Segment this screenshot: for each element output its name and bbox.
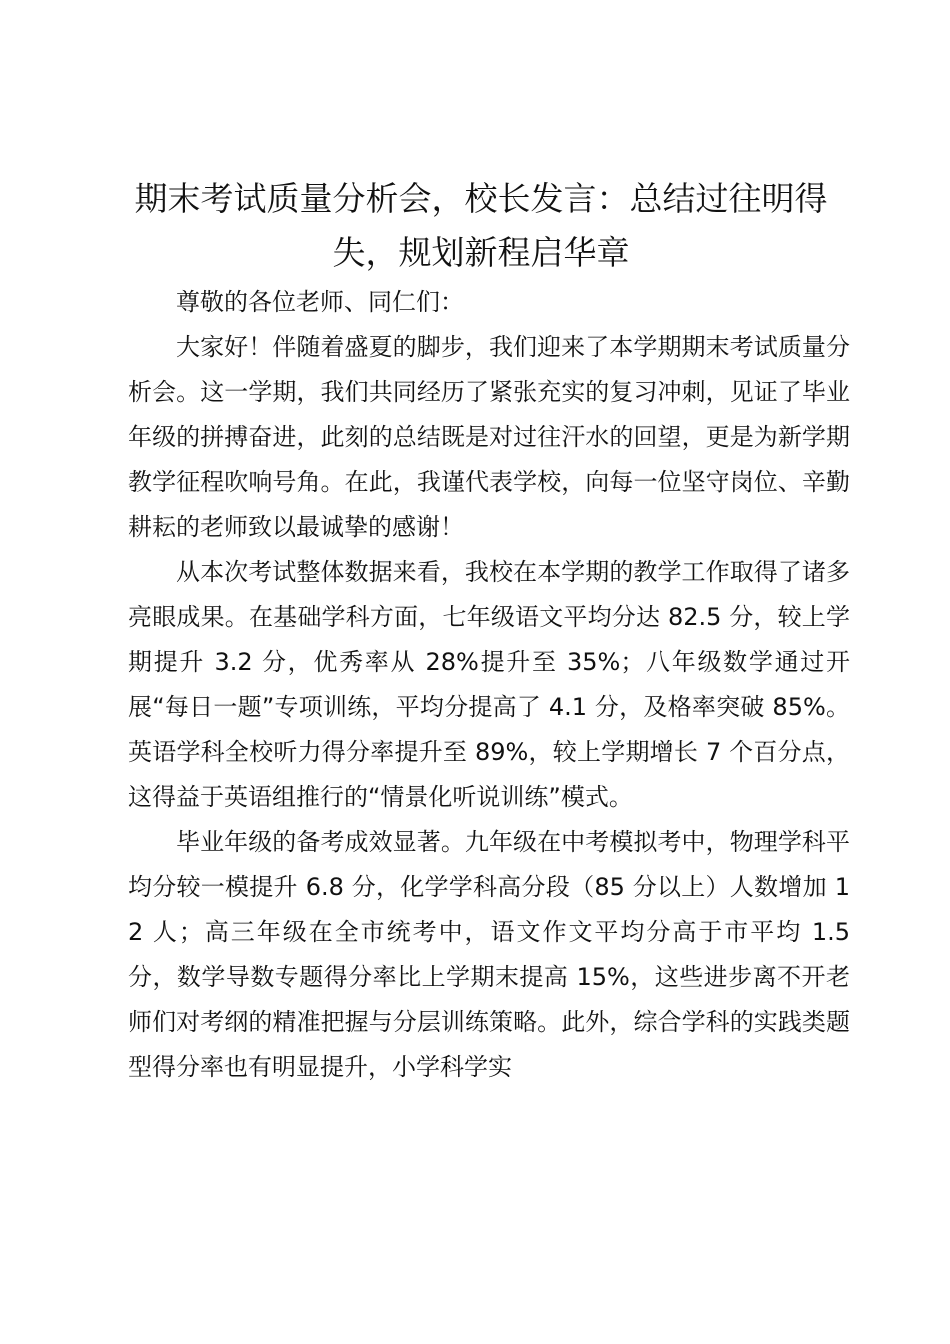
body-paragraph-1: 大家好！伴随着盛夏的脚步，我们迎来了本学期期末考试质量分析会。这一学期，我们共同经历了紧张充实的复习冲刺，见证了毕业年级的拼搏奋进，此刻的总结既是对过往汗水的回望，更是为新学期教学征程吹响号角。在此，我谨代表学校，向每一位坚守岗位、辛勤耕耘的老师致以最诚挚的感谢！ bbox=[128, 333, 850, 541]
document-body bbox=[128, 280, 850, 1090]
body-paragraph-3: 毕业年级的备考成效显著。九年级在中考模拟考中，物理学科平均分较一模提升 6.8 分，化学学科高分段（85 分以上）人数增加 12 人；高三年级在全市统考中，语文作文平均分高于市平均 1.5 分，数学导数专题得分率比上学期末提高 15%，这些进步离不开老师们对考纲的精准把握与分层训练策略。此外，综合学科的实践类题型得分率也有明显提升，小学科学实 bbox=[128, 828, 850, 1081]
document-title: 期末考试质量分析会，校长发言：总结过往明得失，规划新程启华章 bbox=[134, 179, 828, 272]
greeting-paragraph: 尊敬的各位老师、同仁们： bbox=[176, 288, 464, 316]
body-paragraph-2: 从本次考试整体数据来看，我校在本学期的教学工作取得了诸多亮眼成果。在基础学科方面，七年级语文平均分达 82.5 分，较上学期提升 3.2 分，优秀率从 28%提升至 35%；八年级数学通过开展“每日一题”专项训练，平均分提高了 4.1 分，及格率突破 85%。英语学科全校听力得分率提升至 89%，较上学期增长 7 个百分点，这得益于英语组推行的“情景化听说训练”模式。 bbox=[128, 558, 850, 811]
